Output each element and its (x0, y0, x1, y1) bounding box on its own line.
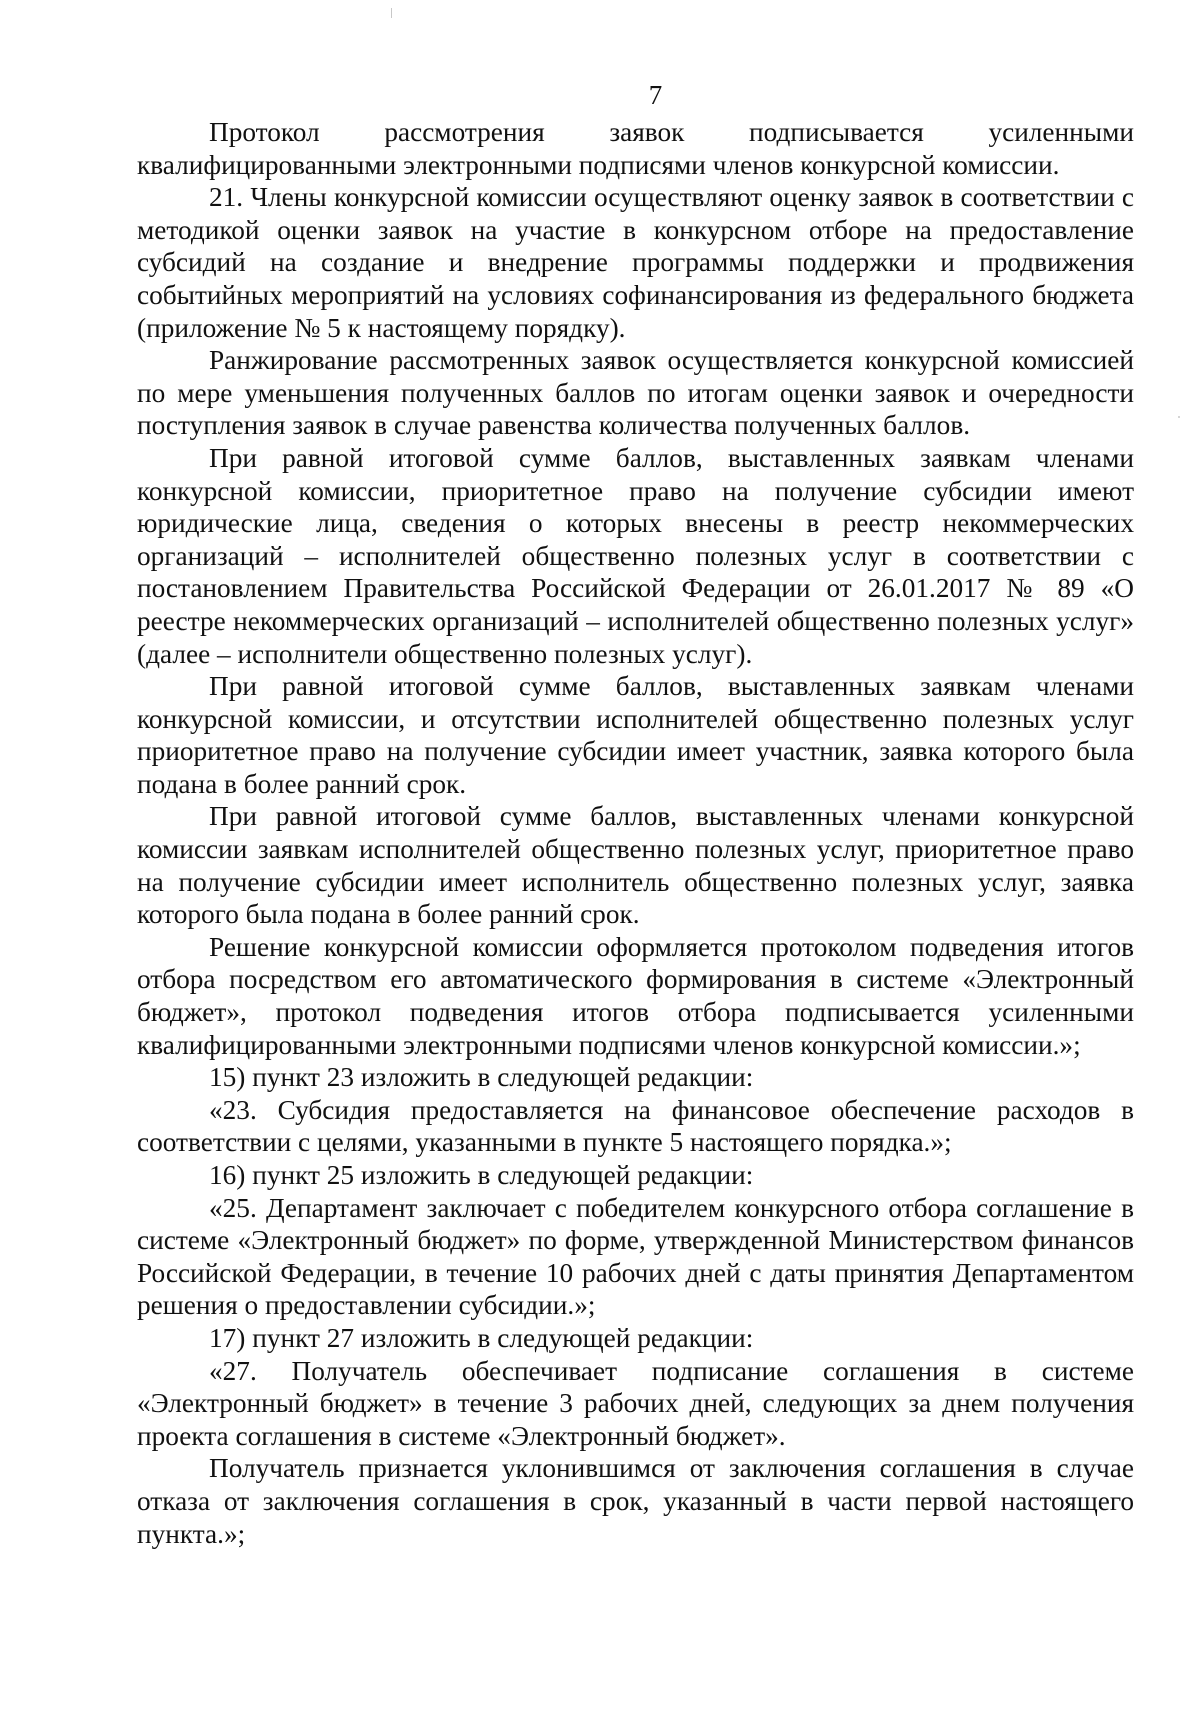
paragraph-ranking: Ранжирование рассмотренных заявок осуществляется конкурсной комиссией по мере уменьшения полученных баллов по итогам оценки заявок и очередности поступления заявок в случае равенства количества полученных баллов. (137, 345, 1134, 441)
paragraph-decision: Решение конкурсной комиссии оформляется протоколом подведения итогов отбора посредством его автоматического формирования в системе «Электронный бюджет», протокол подведения итогов отбора подписывается усиленными квалифицированными электронными подписями членов конкурсной комиссии.»; (137, 931, 1134, 1060)
page-number: 7 (648, 80, 663, 110)
paragraph-protocol-signing: Протокол рассмотрения заявок подписывается усиленными квалифицированными электронными подписями членов конкурсной комиссии. (137, 117, 1134, 180)
paragraph-priority-earlier: При равной итоговой сумме баллов, выставленных заявкам членами конкурсной комиссии, и отсутствии исполнителей общественно полезных услуг приоритетное право на получение субсидии имеет участник, заявка которого была подана в более ранний срок. (137, 671, 1134, 799)
paragraph-item-23: «23. Субсидия предоставляется на финансовое обеспечение расходов в соответствии с целями, указанными в пункте 5 настоящего порядка.»; (137, 1094, 1134, 1158)
paragraph-item-21: 21. Члены конкурсной комиссии осуществляют оценку заявок в соответствии с методикой оценки заявок на участие в конкурсном отборе на предоставление субсидий на создание и внедрение программы поддержки и продвижения событийных мероприятий на условиях софинансирования из федерального бюджета (приложение № 5 к настоящему порядку). (137, 182, 1134, 343)
scan-artifact-right (1178, 416, 1180, 418)
paragraph-evasion: Получатель признается уклонившимся от заключения соглашения в случае отказа от заключения соглашения в срок, указанный в части первой настоящего пункта.»; (137, 1453, 1134, 1549)
paragraph-amend-23: 15) пункт 23 изложить в следующей редакции: (209, 1062, 754, 1093)
paragraph-priority-nko: При равной итоговой сумме баллов, выставленных заявкам членами конкурсной комиссии, приоритетное право на получение субсидии имеют юридические лица, сведения о которых внесены в реестр некоммерческих организаций – исполнителей общественно полезных услуг в соответствии с постановлением Правительства Российской Федерации от 26.01.2017 № 89 «О реестре некоммерческих организаций – исполнителей общественно полезных услуг» (далее – исполнители общественно полезных услуг). (137, 442, 1134, 669)
paragraph-amend-27: 17) пункт 27 изложить в следующей редакции: (209, 1322, 754, 1353)
paragraph-amend-25: 16) пункт 25 изложить в следующей редакции: (209, 1160, 754, 1190)
paragraph-priority-executor: При равной итоговой сумме баллов, выставленных членами конкурсной комиссии заявкам исполнителей общественно полезных услуг, приоритетное право на получение субсидии имеет исполнитель общественно полезных услуг, заявка которого была подана в более ранний срок. (137, 801, 1134, 930)
paragraph-item-27: «27. Получатель обеспечивает подписание соглашения в системе «Электронный бюджет» в течение 3 рабочих дней, следующих за днем получения проекта соглашения в системе «Электронный бюджет». (137, 1355, 1134, 1451)
scan-artifact-top (391, 8, 392, 18)
paragraph-item-25: «25. Департамент заключает с победителем конкурсного отбора соглашение в системе «Электронный бюджет» по форме, утвержденной Министерством финансов Российской Федерации, в течение 10 рабочих дней с даты принятия Департаментом решения о предоставлении субсидии.»; (137, 1192, 1134, 1321)
